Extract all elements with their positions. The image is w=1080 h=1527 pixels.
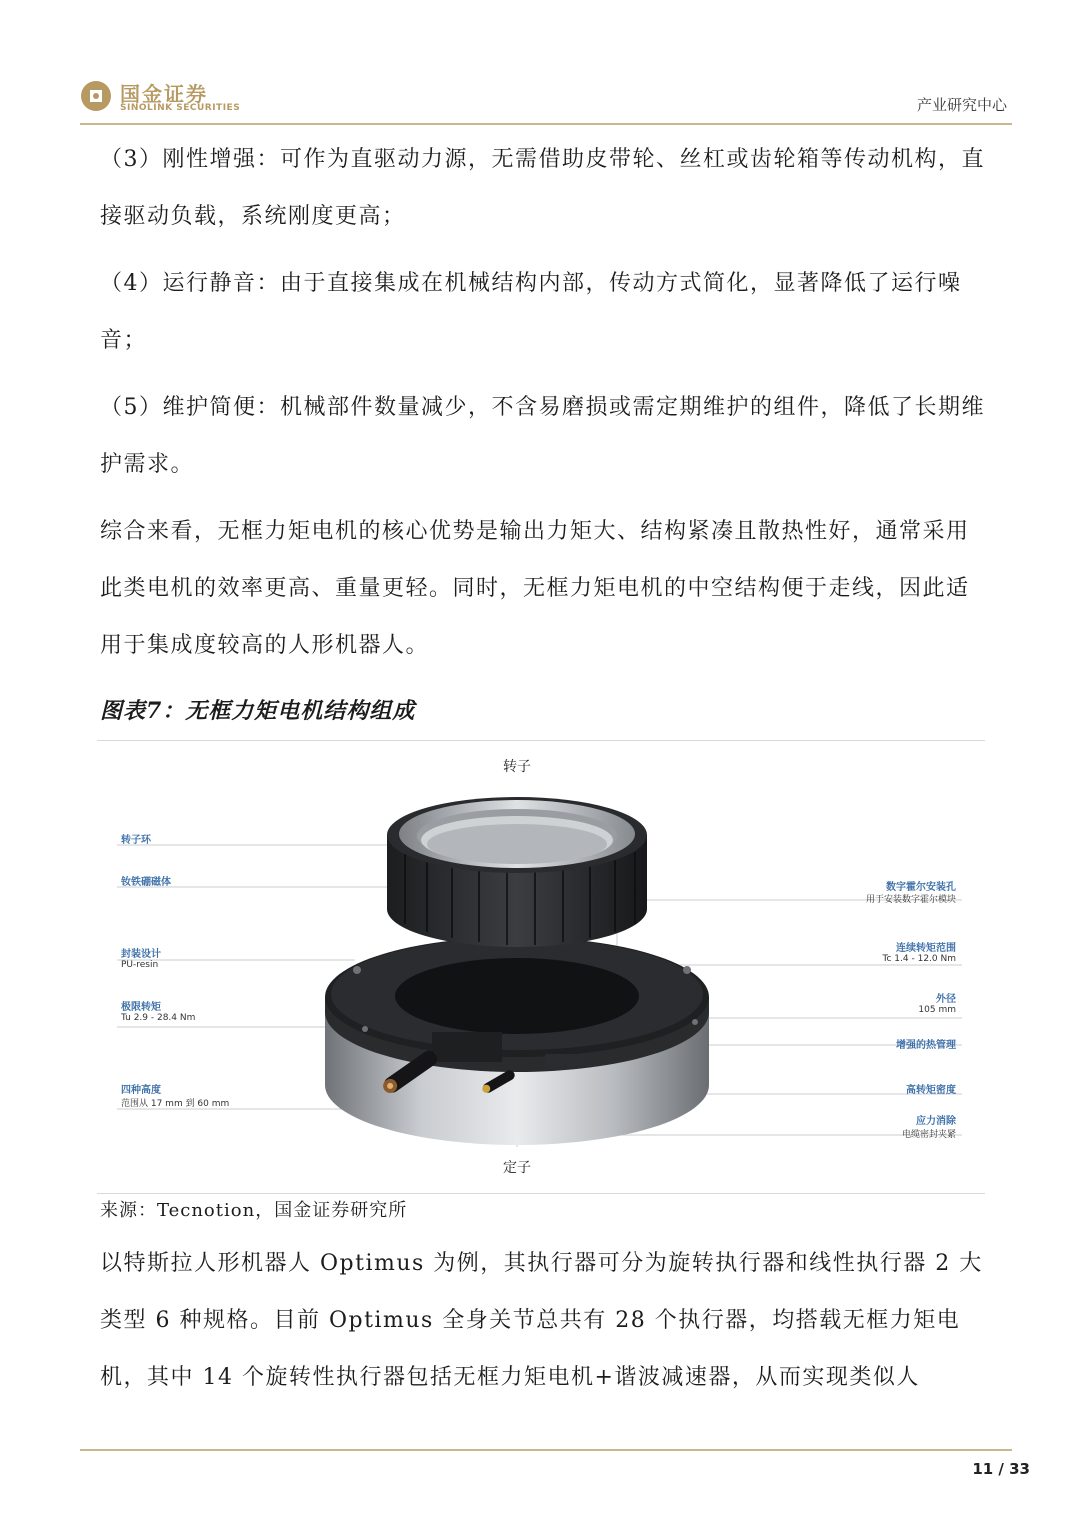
logo-chinese-name: 国金证券 xyxy=(120,82,208,106)
header-divider xyxy=(80,123,1012,125)
figure-title: 图表7：无框力矩电机结构组成 xyxy=(100,698,416,724)
label-peak-torque-sub: Tu 2.9 - 28.4 Nm xyxy=(121,1013,196,1023)
label-encapsulation: 封装设计 xyxy=(121,949,161,960)
motor-structure-figure xyxy=(97,742,985,1192)
paragraph-summary: 综合来看，无框力矩电机的核心优势是输出力矩大、结构紧凑且散热性好，通常采用此类电机的效率更高、重量更轻。同时，无框力矩电机的中空结构便于走线，因此适用于集成度较高的人形机器人。 xyxy=(100,519,970,658)
logo-english-name: SINOLINK SECURITIES xyxy=(120,103,241,113)
header-center-label: 产业研究中心 xyxy=(916,96,1007,114)
paragraph-quiet: （4）运行静音：由于直接集成在机械结构内部，传动方式简化，显著降低了运行噪音； xyxy=(100,271,962,353)
label-hall-mount-sub: 用于安装数字霍尔模块 xyxy=(865,895,956,905)
stator-caption: 定子 xyxy=(503,1160,531,1176)
figure-top-rule xyxy=(97,740,985,741)
footer-divider xyxy=(80,1449,1012,1451)
motor-illustration xyxy=(97,742,985,1192)
paragraph-maintenance: （5）维护简便：机械部件数量减少，不含易磨损或需定期维护的组件，降低了长期维护需求。 xyxy=(100,395,985,477)
label-encapsulation-sub: PU-resin xyxy=(121,960,159,970)
label-continuous-torque: 连续转矩范围 xyxy=(896,943,956,954)
label-rotor-ring: 转子环 xyxy=(121,835,151,846)
label-strain-relief: 应力消除 xyxy=(916,1116,956,1127)
paragraph-rigidity: （3）刚性增强：可作为直驱动力源，无需借助皮带轮、丝杠或齿轮箱等传动机构，直接驱动负载，系统刚度更高； xyxy=(100,147,985,229)
label-continuous-torque-sub: Tc 1.4 - 12.0 Nm xyxy=(882,954,956,964)
page-header xyxy=(0,0,1080,130)
label-four-heights: 四种高度 xyxy=(121,1085,161,1096)
label-hall-mount: 数字霍尔安装孔 xyxy=(886,882,956,893)
figure-bottom-rule xyxy=(97,1193,985,1194)
paragraph-optimus: 以特斯拉人形机器人 Optimus 为例，其执行器可分为旋转执行器和线性执行器 2 大类型 6 种规格。目前 Optimus 全身关节总共有 28 个执行器，均搭载无框力矩电机，其中 14 个旋转性执行器包括无框力矩电机+谐波减速器，从而实现类似人 xyxy=(100,1251,983,1390)
label-ndfeb-magnet: 钕铁硼磁体 xyxy=(121,877,171,888)
label-four-heights-sub: 范围从 17 mm 到 60 mm xyxy=(121,1099,230,1109)
label-outer-diameter-sub: 105 mm xyxy=(918,1005,956,1015)
label-thermal-management: 增强的热管理 xyxy=(896,1040,956,1051)
rotor-caption: 转子 xyxy=(503,759,531,775)
label-peak-torque: 极限转矩 xyxy=(121,1002,161,1013)
page-number: 11 / 33 xyxy=(972,1460,1030,1478)
label-outer-diameter: 外径 xyxy=(936,994,956,1005)
figure-source: 来源：Tecnotion，国金证券研究所 xyxy=(100,1200,408,1221)
label-torque-density: 高转矩密度 xyxy=(906,1085,956,1096)
sinolink-logo-icon xyxy=(80,80,112,112)
label-strain-relief-sub: 电缆密封夹紧 xyxy=(901,1130,956,1140)
